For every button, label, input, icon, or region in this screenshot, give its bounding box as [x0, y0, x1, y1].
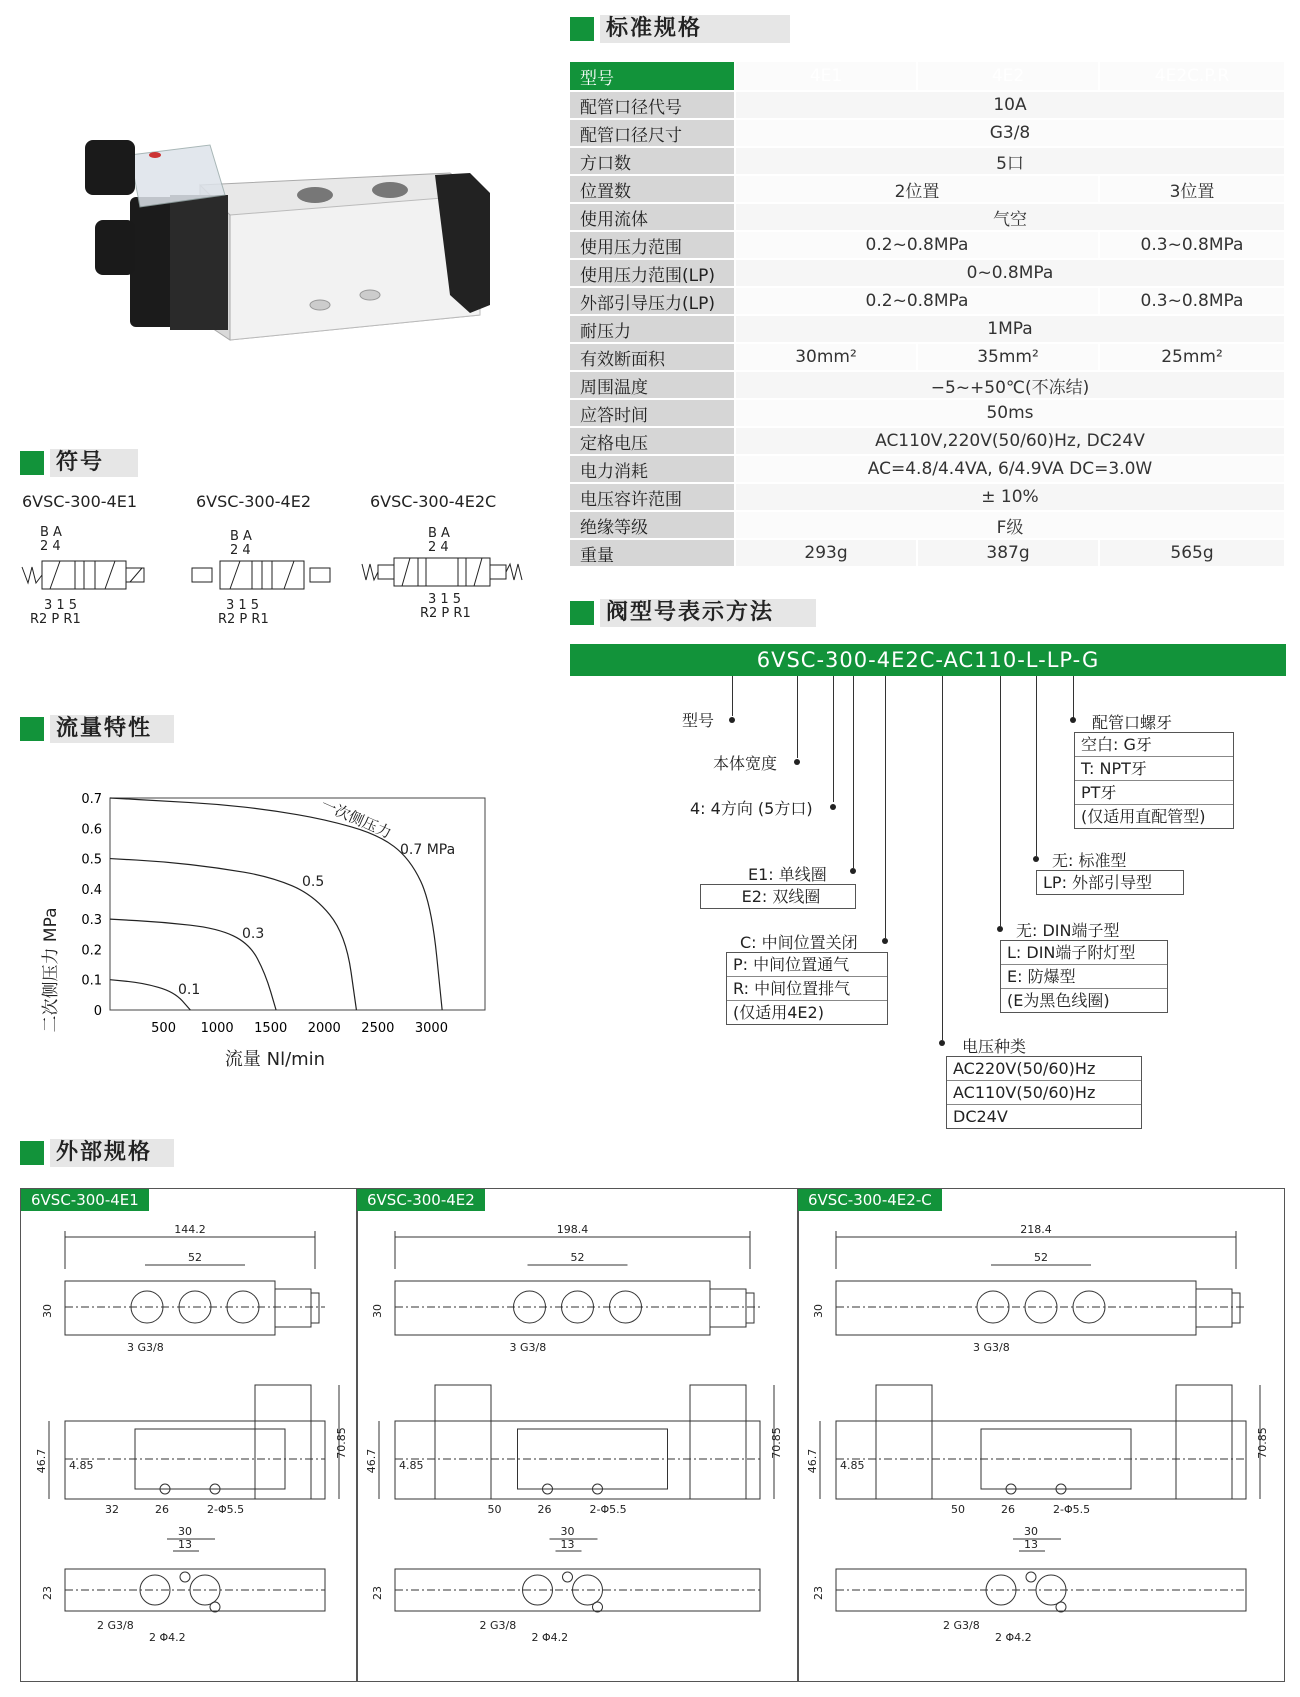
dim-bottom-port: 2 G3/8	[479, 1619, 517, 1632]
spec-row-key: 应答时间	[570, 399, 735, 427]
leader-line	[797, 676, 798, 758]
spec-row	[570, 119, 1285, 147]
dim-h3: 4.85	[399, 1459, 424, 1472]
spec-row-key: 外部引导压力(LP)	[570, 287, 735, 315]
spec-row-value: 30mm²	[735, 343, 917, 371]
dim-pitch: 52	[1034, 1251, 1048, 1264]
model-center-note: (仅适用4E2)	[733, 1003, 824, 1022]
symbol-title-4e2c: 6VSC-300-4E2C	[370, 492, 497, 511]
symbol-section-title: 符号	[50, 449, 138, 477]
dim-b2: 13	[1024, 1538, 1038, 1551]
dim-b1: 30	[1024, 1525, 1038, 1538]
model-label-voltage: 电压种类	[962, 1037, 1027, 1056]
spec-row-value: 25mm²	[1099, 343, 1285, 371]
spec-row	[570, 371, 1285, 399]
spec-row-value: 50ms	[735, 399, 1285, 427]
dimension-drawing	[798, 1189, 1284, 1679]
flow-xtick-label: 1500	[254, 1021, 288, 1036]
drawing-title: 6VSC-300-4E2	[357, 1189, 485, 1211]
spec-row-key: 绝缘等级	[570, 511, 735, 539]
model-label-lp: 无: 标准型	[1052, 851, 1127, 870]
flow-ytick-label: 0.4	[81, 882, 102, 898]
dim-b1: 30	[560, 1525, 575, 1538]
leader-dot	[1033, 856, 1039, 862]
model-center-r: R: 中间位置排气	[727, 977, 887, 1001]
dim-height: 30	[371, 1304, 384, 1318]
dim-bottom-port: 2 G3/8	[943, 1619, 980, 1632]
flow-ytick-label: 0.2	[81, 943, 102, 959]
model-label-center: C: 中间位置关闭	[740, 933, 858, 952]
flow-xtick-label: 2500	[361, 1021, 395, 1036]
leader-line	[853, 676, 854, 868]
flow-ylabel: 二次侧压力 MPa	[41, 907, 61, 1033]
spec-row-value: AC110V,220V(50/60)Hz, DC24V	[735, 427, 1285, 455]
spec-row	[570, 343, 1285, 371]
model-coil-e1: E1: 单线圈	[748, 865, 827, 884]
dim-bottom-hole: 2 Φ4.2	[149, 1631, 186, 1644]
symbol-4e1	[20, 525, 150, 640]
dim-d2: 26	[155, 1503, 169, 1516]
dim-port: 3 G3/8	[127, 1341, 164, 1354]
drawing-panel	[20, 1188, 358, 1682]
spec-header-cell: 4E2C.P.R	[1099, 62, 1285, 91]
model-lp-box	[1036, 870, 1184, 895]
dim-h2: 46.7	[365, 1448, 378, 1474]
spec-row-key: 有效断面积	[570, 343, 735, 371]
leader-line	[1073, 676, 1074, 718]
spec-row-key: 配管口径代号	[570, 91, 735, 119]
spec-row-value: 0.3~0.8MPa	[1099, 231, 1285, 259]
symbol-port-letters-bottom: R2 P R1	[420, 606, 471, 621]
symbol-port-letters-bottom: R2 P R1	[218, 612, 269, 627]
flow-ytick-label: 0.7	[81, 792, 102, 807]
spec-row-key: 使用流体	[570, 203, 735, 231]
flow-ytick-label: 0.1	[81, 973, 102, 989]
model-voltage-ac220: AC220V(50/60)Hz	[947, 1057, 1141, 1081]
spec-row-value: 387g	[917, 539, 1099, 567]
leader-dot	[850, 868, 856, 874]
dim-height: 30	[812, 1304, 825, 1318]
drawing-panel	[356, 1188, 799, 1682]
symbol-port-numbers-bottom: 3 1 5	[428, 592, 462, 607]
spec-row-value: 3位置	[1099, 175, 1285, 203]
flow-xtick-label: 2000	[307, 1021, 341, 1036]
dim-hole: 2-Φ5.5	[207, 1503, 245, 1516]
symbol-port-numbers: 2 4	[428, 540, 449, 555]
flow-label-primary: 一次侧压力	[318, 795, 395, 843]
spec-header-cell: 4E2	[917, 62, 1099, 91]
dim-d1: 32	[105, 1503, 119, 1516]
flow-ytick-label: 0.3	[81, 913, 102, 929]
spec-row-key: 位置数	[570, 175, 735, 203]
spec-row	[570, 483, 1285, 511]
spec-row	[570, 455, 1285, 483]
dim-h4: 70.85	[770, 1427, 783, 1459]
dim-d1: 50	[951, 1503, 965, 1516]
model-section-title: 阀型号表示方法	[600, 599, 816, 627]
spec-row-value: F级	[735, 511, 1285, 539]
dim-b2: 13	[178, 1538, 192, 1551]
flow-chart	[20, 780, 500, 1080]
model-voltage-ac110: AC110V(50/60)Hz	[947, 1081, 1141, 1105]
external-section-header	[20, 1138, 174, 1168]
symbol-port-numbers-bottom: 3 1 5	[44, 598, 78, 613]
leader-dot	[830, 804, 836, 810]
symbol-port-letters: B A	[428, 526, 450, 541]
dim-h4: 70.85	[1256, 1427, 1269, 1459]
flow-label-07: 0.7 MPa	[400, 842, 456, 858]
dim-hole: 2-Φ5.5	[589, 1503, 627, 1516]
drawing-panel	[797, 1188, 1285, 1682]
spec-row-value: 5口	[735, 147, 1285, 175]
spec-row-value: 10A	[735, 91, 1285, 119]
dim-b1: 30	[178, 1525, 192, 1538]
dim-length: 198.4	[556, 1223, 589, 1236]
dim-b2: 13	[560, 1538, 575, 1551]
spec-row	[570, 287, 1285, 315]
flow-ytick-label: 0.5	[81, 852, 102, 868]
spec-row	[570, 175, 1285, 203]
dim-port: 3 G3/8	[509, 1341, 547, 1354]
spec-row-key: 配管口径尺寸	[570, 119, 735, 147]
flow-xtick-label: 1000	[200, 1021, 234, 1036]
model-din-box	[1000, 940, 1168, 1013]
spec-row	[570, 315, 1285, 343]
symbol-port-numbers-bottom: 3 1 5	[226, 598, 260, 613]
spec-header-row	[570, 62, 1285, 91]
symbol-port-letters: B A	[230, 529, 252, 544]
spec-row-key: 定格电压	[570, 427, 735, 455]
model-section-header	[570, 598, 816, 628]
drawing-title: 6VSC-300-4E2-C	[798, 1189, 942, 1211]
external-section-title: 外部规格	[50, 1139, 174, 1167]
dim-h2: 46.7	[35, 1448, 48, 1474]
dim-pitch: 52	[188, 1251, 202, 1264]
flow-xtick-label: 500	[151, 1021, 176, 1036]
model-din-e: E: 防爆型	[1001, 965, 1167, 989]
model-din-l: L: DIN端子附灯型	[1001, 941, 1167, 965]
dimension-drawing	[357, 1189, 798, 1679]
symbol-title-4e2: 6VSC-300-4E2	[196, 492, 312, 511]
model-label-type: 型号	[682, 711, 715, 730]
spec-row	[570, 203, 1285, 231]
model-voltage-box	[946, 1056, 1142, 1129]
spec-row-value: 气空	[735, 203, 1285, 231]
drawing-title: 6VSC-300-4E1	[21, 1189, 149, 1211]
leader-line	[833, 676, 834, 802]
spec-row-key: 重量	[570, 539, 735, 567]
spec-row-value: 0.2~0.8MPa	[735, 231, 1099, 259]
spec-row-value: 293g	[735, 539, 917, 567]
leader-dot	[794, 759, 800, 765]
symbol-port-numbers: 2 4	[230, 543, 251, 558]
flow-label-05: 0.5	[302, 874, 325, 890]
flow-section-title: 流量特性	[50, 715, 174, 743]
spec-row-value: AC=4.8/4.4VA, 6/4.9VA DC=3.0W	[735, 455, 1285, 483]
dim-h3: 4.85	[840, 1459, 865, 1472]
symbol-port-letters: B A	[40, 525, 62, 540]
model-voltage-dc24: DC24V	[953, 1107, 1008, 1126]
dim-height: 30	[41, 1304, 54, 1318]
dim-hole: 2-Φ5.5	[1053, 1503, 1091, 1516]
dim-d1: 50	[487, 1503, 502, 1516]
spec-section-title: 标准规格	[600, 15, 790, 43]
dim-b3: 23	[812, 1586, 825, 1600]
spec-row-value: 0.3~0.8MPa	[1099, 287, 1285, 315]
dim-length: 218.4	[1020, 1223, 1052, 1236]
spec-row-key: 使用压力范围	[570, 231, 735, 259]
spec-row	[570, 231, 1285, 259]
spec-row-key: 耐压力	[570, 315, 735, 343]
dim-bottom-port: 2 G3/8	[97, 1619, 134, 1632]
flow-ytick-label: 0	[93, 1004, 102, 1019]
dim-length: 144.2	[174, 1223, 206, 1236]
leader-dot	[939, 1040, 945, 1046]
spec-row	[570, 259, 1285, 287]
spec-row	[570, 91, 1285, 119]
model-code-bar: 6VSC-300-4E2C-AC110-L-LP-G	[570, 644, 1286, 676]
model-label-width: 本体宽度	[713, 754, 778, 773]
dim-bottom-hole: 2 Φ4.2	[995, 1631, 1032, 1644]
leader-line	[942, 676, 943, 1040]
spec-row-key: 电压容许范围	[570, 483, 735, 511]
symbol-4e2c	[360, 522, 525, 637]
flow-xtick-label: 3000	[414, 1021, 448, 1036]
product-photo	[70, 135, 490, 355]
leader-dot	[1070, 717, 1076, 723]
spec-row-value: 565g	[1099, 539, 1285, 567]
dim-h3: 4.85	[69, 1459, 94, 1472]
spec-row-value: 2位置	[735, 175, 1099, 203]
spec-header-cell: 4E1	[735, 62, 917, 91]
dim-bottom-hole: 2 Φ4.2	[531, 1631, 569, 1644]
model-coil-e2: E2: 双线圈	[741, 887, 821, 906]
flow-xlabel: 流量 Nl/min	[224, 1049, 326, 1070]
dimension-drawing	[21, 1189, 357, 1679]
spec-row-key: 周围温度	[570, 371, 735, 399]
flow-section-header	[20, 714, 174, 744]
spec-header-cell: 型号	[570, 62, 735, 91]
symbol-section-header	[20, 448, 138, 478]
spec-row-value: G3/8	[735, 119, 1285, 147]
spec-row-value: 1MPa	[735, 315, 1285, 343]
spec-table	[570, 62, 1286, 568]
leader-line	[1036, 676, 1037, 856]
model-label-thread: 配管口螺牙	[1092, 713, 1173, 732]
model-thread-g: 空白: G牙	[1075, 733, 1233, 757]
spec-row-value: −5~+50℃(不冻结)	[735, 371, 1285, 399]
leader-line	[1000, 676, 1001, 926]
dim-b3: 23	[371, 1586, 384, 1600]
model-thread-box	[1074, 732, 1234, 829]
dim-pitch: 52	[570, 1251, 585, 1264]
symbol-title-4e1: 6VSC-300-4E1	[22, 492, 138, 511]
spec-row-value: 0~0.8MPa	[735, 259, 1285, 287]
symbol-4e2	[190, 525, 335, 640]
spec-row	[570, 399, 1285, 427]
spec-section-header	[570, 14, 790, 44]
leader-line	[885, 676, 886, 938]
dim-h2: 46.7	[806, 1448, 819, 1474]
dim-h4: 70.85	[335, 1427, 348, 1459]
flow-label-03: 0.3	[242, 926, 265, 942]
spec-row-key: 使用压力范围(LP)	[570, 259, 735, 287]
spec-row-key: 方口数	[570, 147, 735, 175]
spec-row	[570, 539, 1285, 567]
model-label-din: 无: DIN端子型	[1016, 921, 1120, 940]
leader-dot	[997, 926, 1003, 932]
leader-dot	[729, 717, 735, 723]
spec-row-value: 0.2~0.8MPa	[735, 287, 1099, 315]
model-thread-note: (仅适用直配管型)	[1081, 807, 1206, 826]
model-lp-opt: LP: 外部引导型	[1043, 873, 1153, 892]
spec-row-value: ± 10%	[735, 483, 1285, 511]
model-center-p: P: 中间位置通气	[727, 953, 887, 977]
model-thread-npt: T: NPT牙	[1075, 757, 1233, 781]
dim-b3: 23	[41, 1586, 54, 1600]
flow-ytick-label: 0.6	[81, 822, 102, 838]
model-center-box	[726, 952, 888, 1025]
dim-d2: 26	[537, 1503, 552, 1516]
symbol-port-letters-bottom: R2 P R1	[30, 612, 81, 627]
flow-label-01: 0.1	[178, 982, 201, 998]
model-label-dirs: 4: 4方向 (5方口)	[690, 799, 813, 818]
spec-row-key: 电力消耗	[570, 455, 735, 483]
spec-row-value: 35mm²	[917, 343, 1099, 371]
model-thread-pt: PT牙	[1075, 781, 1233, 805]
dim-port: 3 G3/8	[973, 1341, 1010, 1354]
dim-d2: 26	[1001, 1503, 1015, 1516]
leader-line	[732, 676, 733, 716]
symbol-port-numbers: 2 4	[40, 539, 61, 554]
spec-row	[570, 511, 1285, 539]
model-coil-box	[700, 884, 856, 909]
spec-row	[570, 147, 1285, 175]
model-din-note: (E为黑色线圈)	[1007, 991, 1110, 1010]
leader-dot	[882, 938, 888, 944]
spec-row	[570, 427, 1285, 455]
